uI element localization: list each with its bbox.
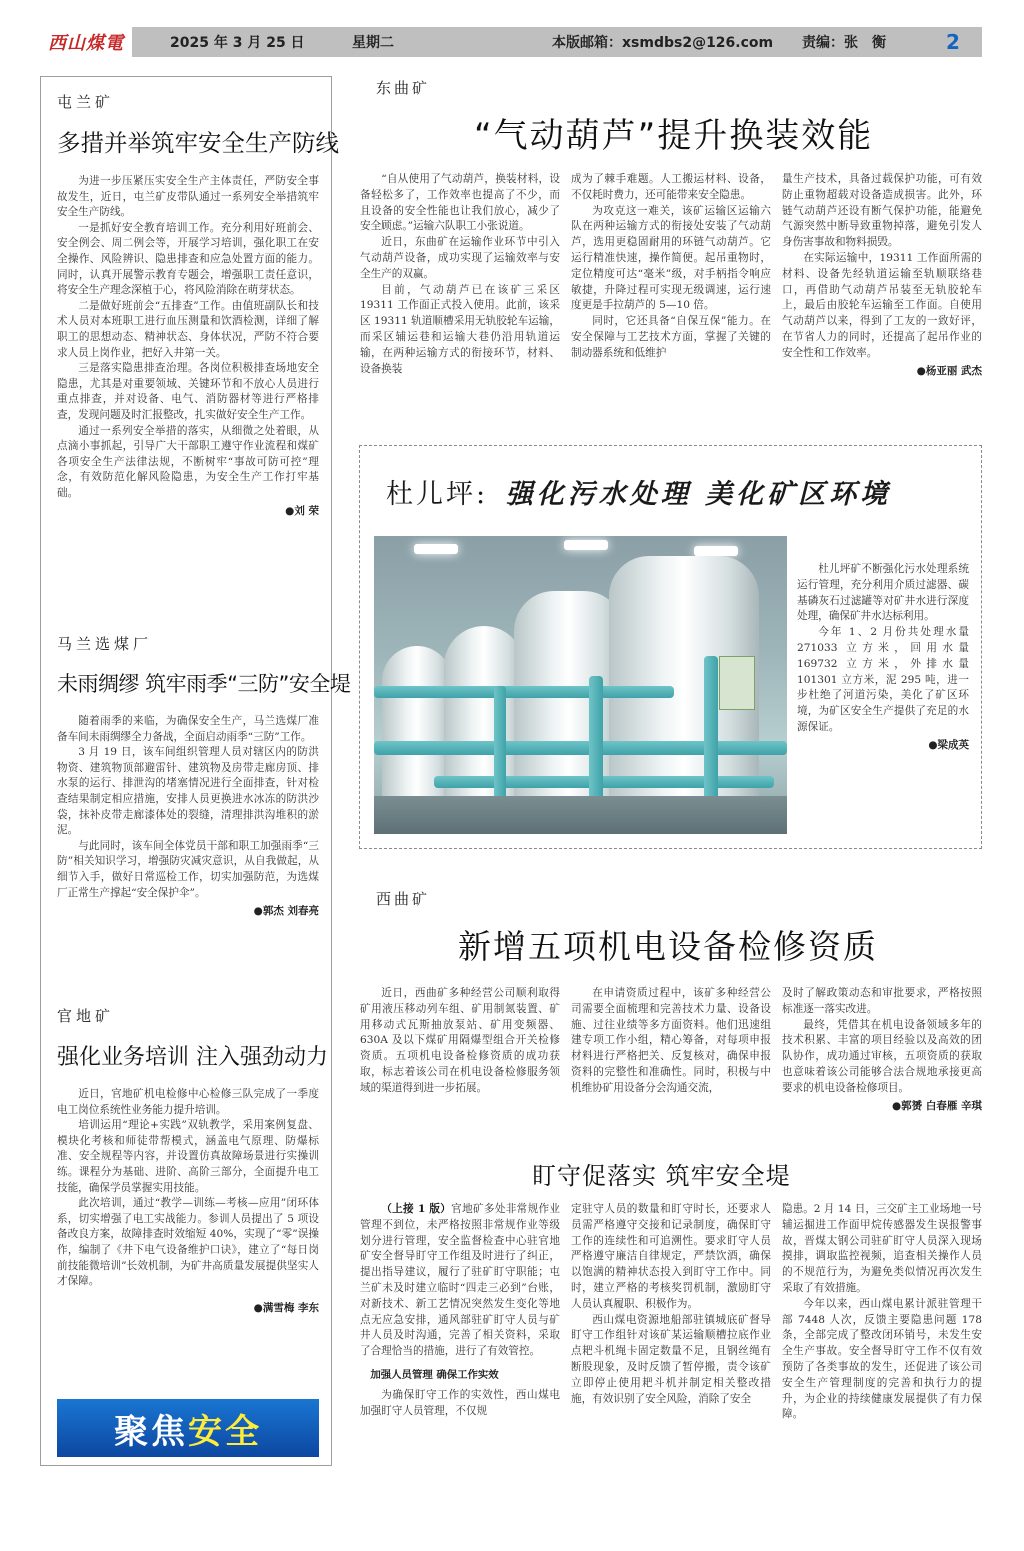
dongqu-col-1 xyxy=(360,172,560,377)
focus-safety-banner xyxy=(57,1399,319,1457)
paragraph: 最终，凭借其在机电设备领域多年的技术积累、丰富的项目经验以及高效的团队协作，成功通过审核，五项资质的获取也意味着该公司能够合法合规地承接更高要求的机电设备检修项目。 xyxy=(782,1018,982,1094)
paragraph: 培训运用“理论+实践”双轨教学，采用案例复盘、模块化考核和师徒带帮模式，涵盖电气原理、防爆标准、安全规程等内容，并设置仿真故障场景进行实操训练。课程分为基础、进阶、高阶三部分，全面提升电工技能，确保学员掌握实用技能。 xyxy=(57,1119,319,1194)
paragraph: 今年以来，西山煤电累计派驻管理干部 7448 人次，反馈主要隐患问题 178 条，全部完成了整改闭环销号，未发生安全生产事故。安全督导盯守工作不仅有效预防了各类事故的发生，还促进了该公司安全生产管理制度的完善和执行力的提升，为企业的持续健康发展提供了有力保障。 xyxy=(782,1297,982,1421)
article-kicker: 马兰选煤厂 xyxy=(57,635,153,653)
paragraph: 为攻克这一难关，该矿运输区运输六队在两种运输方式的衔接处安装了气动葫芦，选用更稳固耐用的环链气动葫芦。它运行精准快速，操作简便。起吊重物时，定位精度可达“毫米”级，对手柄指令响应敏捷，升降过程可实现无级调速，运行速度更是手拉葫芦的 5—10 倍。 xyxy=(571,204,771,312)
title-name: 杜儿坪 xyxy=(386,479,476,510)
ceiling-light-icon xyxy=(564,540,608,550)
xiqu-col-3 xyxy=(782,986,982,1114)
page-email: 本版邮箱：xsmdbs2@126.com xyxy=(552,35,774,51)
paragraph: 三是落实隐患排查治理。各岗位积极排查场地安全隐患，尤其是对重要领域、关键环节和不放心人员进行重点排查，并对设备、电气、消防器材等进行严格排查，发现问题及时汇报整改，扎实做好安全生产工作。 xyxy=(57,362,319,421)
article-title xyxy=(386,472,891,511)
xiqu-kicker: 西曲矿 xyxy=(376,890,431,908)
dongqu-kicker: 东曲矿 xyxy=(376,79,431,97)
paragraph: 同时，它还具备“自保互保”能力。在安全保障与工艺技术方面，掌握了关键的制动器系统和低维护 xyxy=(571,315,771,359)
article-title: 强化业务培训 注入强劲动力 xyxy=(57,1045,328,1070)
title-subtitle: 强化污水处理 美化矿区环境 xyxy=(505,479,892,510)
pipe-icon xyxy=(494,686,506,806)
page-number: 2 xyxy=(946,30,960,54)
article-body xyxy=(57,714,319,918)
paragraph: 西山煤电资源地船部驻镇城底矿督导盯守工作组针对该矿某运输顺槽拉底作业点耙斗机绳卡固定数量不足，且钢丝绳有断股现象，及时反馈了暂停搬，责令该矿立即停止使用耙斗机并制定相关整改措施，有效识别了安全风险，消除了安全 xyxy=(571,1313,771,1405)
water-treatment-photo xyxy=(374,536,787,834)
malan-article xyxy=(57,633,351,918)
dingshou-col-3 xyxy=(782,1202,982,1423)
guandi-article xyxy=(57,1005,328,1315)
paragraph: 此次培训，通过“教学—训练—考核—应用”闭环体系，切实增强了电工实战能力。参训人员提出了 5 项设备改良方案，故障排查时效缩短 40%，实现了“零”误操作，编制了《井下电气设备维护口诀》，建立了“每日岗前技能微培训”长效机制，为矿井高质量发展提供坚实人才保障。 xyxy=(57,1197,319,1288)
article-title: 多措并举筑牢安全生产防线 xyxy=(57,129,339,157)
paragraph: 为确保盯守工作的实效性，西山煤电加强盯守人员管理，不仅规 xyxy=(360,1388,560,1417)
byline: ●梁成英 xyxy=(928,738,969,751)
paragraph: 量生产技术，具备过载保护功能，可有效防止重物超载对设备造成损害。此外，环链气动葫芦还设有断气保护功能，能避免气源突然中断导致重物掉落，避免引发人身伤害事故和物料损毁。 xyxy=(782,173,982,249)
xiqu-col-1 xyxy=(360,986,560,1097)
article-body xyxy=(57,1087,319,1315)
banner-word-focus: 聚焦 xyxy=(114,1411,188,1452)
paragraph: 成为了棘手难题。人工搬运材料、设备，不仅耗时费力，还可能带来安全隐患。 xyxy=(571,173,771,201)
pipe-icon xyxy=(374,686,674,698)
duerping-article xyxy=(359,445,982,849)
left-column xyxy=(40,76,351,1466)
pipe-icon xyxy=(589,676,603,816)
paragraph: “自从使用了气动葫芦，换装材料，设备轻松多了，工作效率也提高了不少，而且设备的安全性能也让我们放心，减少了安全顾虑。”运输六队职工小张说道。 xyxy=(360,173,560,233)
xiqu-title: 新增五项机电设备检修资质 xyxy=(458,927,878,966)
issue-date: 2025 年 3 月 25 日 xyxy=(170,35,305,51)
paragraph-text: 官地矿多处非常规作业管理不到位，未严格按照非常规作业等级划分进行管理，安全监督检查中心驻官地矿安全督导盯守工作组及时进行了纠正，提出指导建议，履行了驻矿盯守职能；屯兰矿未及时建立临时“四走三必到”台账，对新技术、新工艺情况突然发生变化等地点无应急安排，通风部驻矿盯守人员与矿井人员及时沟通，完善了相关资料，采取了合理恰当的措施，进行了有效管控。 xyxy=(360,1203,561,1358)
dingshou-col-2 xyxy=(571,1202,771,1407)
byline: ●满雪梅 李东 xyxy=(253,1301,319,1314)
ceiling-light-icon xyxy=(694,546,738,556)
dongqu-title: “气动葫芦”提升换装效能 xyxy=(474,116,874,156)
paragraph: 为进一步压紧压实安全生产主体责任，严防安全事故发生，近日，屯兰矿皮带队通过一系列安全举措筑牢安全生产防线。 xyxy=(57,175,319,219)
page-editor: 责编：张 衡 xyxy=(802,35,886,51)
byline: ●杨亚丽 武杰 xyxy=(916,364,982,377)
article-kicker: 官地矿 xyxy=(57,1007,115,1025)
dingshou-title: 盯守促落实 筑牢安全堤 xyxy=(532,1162,791,1190)
title-colon: : xyxy=(476,479,492,510)
paragraph: 3 月 19 日，该车间组织管理人员对辖区内的防洪物资、建筑物顶部避雷针、建筑物及房带走廊房顶、排水泵的运行、排泄沟的堵塞情况进行全面排查，针对检查结果制定相应措施，安排人员更换进水冰冻的防洪沙袋，抹补皮带走廊漆体处的裂缝，清理排洪沟堆积的淤泥。 xyxy=(57,746,319,837)
paragraph: 在实际运输中，19311 工作面所需的材料、设备先经轨道运输至轨顺联络巷口，再借助气动葫芦吊装至无轨胶轮车上，最后由胶轮车运输至工作面。自使用气动葫芦以来，得到了工友的一致好评，在节省人力的同时，还提高了起吊作业的安全性和工作效率。 xyxy=(782,251,982,359)
paragraph: 与此同时，该车间全体党员干部和职工加强雨季“三防”相关知识学习，增强防灾减灾意识，从自我做起，从细节入手，做好日常巡检工作，切实加强防范，为选煤厂正常生产撑起“安全保护伞”。 xyxy=(57,839,319,899)
continued-from-label: （上接 1 版） xyxy=(381,1203,452,1215)
floor xyxy=(374,796,787,834)
article-title: 未雨绸缪 筑牢雨季“三防”安全堤 xyxy=(57,672,351,696)
equipment-plate-icon xyxy=(719,656,755,710)
pipe-icon xyxy=(704,656,718,816)
dongqu-col-2 xyxy=(571,172,771,362)
article-kicker: 屯兰矿 xyxy=(57,93,115,111)
paragraph: 近日，官地矿机电检修中心检修三队完成了一季度电工岗位系统性业务能力提升培训。 xyxy=(57,1088,319,1116)
dongqu-col-3 xyxy=(782,172,982,379)
ceiling-light-icon xyxy=(414,544,458,554)
paragraph: 二是做好班前会“五排查”工作。由值班副队长和技术人员对本班职工进行血压测量和饮酒检测，详细了解职工的思想动态、精神状态、身体状况，严防不符合要求人员上岗作业，把好入井第一关。 xyxy=(57,299,319,359)
paragraph: 近日，东曲矿在运输作业环节中引入气动葫芦设备，成功实现了运输效率与安全生产的双赢。 xyxy=(360,236,560,280)
newspaper-logo xyxy=(40,27,132,57)
paragraph: 及时了解政策动态和审批要求，严格按照标准逐一落实改进。 xyxy=(782,987,982,1015)
banner-word-safety: 安全 xyxy=(188,1411,262,1452)
byline: ●刘 荣 xyxy=(285,505,319,518)
paragraph: 杜儿坪矿不断强化污水处理系统运行管理，充分利用介质过滤器、碳基磷灰石过滤罐等对矿井水进行深度处理，确保矿井水达标利用。 xyxy=(797,563,969,623)
byline: ●郭赟 白春雁 辛琪 xyxy=(892,1099,982,1112)
logo-text: 西山煤電 xyxy=(48,33,124,54)
tunlan-article xyxy=(57,91,339,518)
byline: ●郭杰 刘春亮 xyxy=(253,905,319,918)
article-body xyxy=(797,562,969,754)
paragraph: 通过一系列安全举措的落实，从细微之处着眼，从点滴小事抓起，引导广大干部职工遵守作业流程和煤矿各项安全生产法律法规，不断树牢“事故可防可控”理念，有效防范化解风险隐患，为安全生产工作打牢基础。 xyxy=(57,424,319,499)
pipe-icon xyxy=(434,776,774,788)
pipe-icon xyxy=(374,741,787,755)
paragraph: 今年 1、2 月份共处理水量 271033 立方米，回用水量 169732 立方米，外排水量 101301 立方米，泥 295 吨，进一步杜绝了河道污染，美化了矿区环境，为矿区安全生产提供了充足的水源保证。 xyxy=(797,626,969,733)
paragraph xyxy=(360,1202,560,1360)
masthead xyxy=(40,27,982,57)
paragraph: 隐患。2 月 14 日，三交矿主工业场地一号辅运掘进工作面甲烷传感器发生误报警事故，晋煤太钢公司驻矿盯守人员深入现场摸排，调取监控视频，追查相关操作人员的不规范行为，为避免类似情况再次发生采取了有效措施。 xyxy=(782,1203,982,1294)
xiqu-col-2 xyxy=(571,986,771,1097)
issue-weekday: 星期二 xyxy=(352,35,394,51)
paragraph: 一是抓好安全教育培训工作。充分利用好班前会、安全例会、周二例会等，开展学习培训，强化职工在安全操作、风险辨识、隐患排查和应急处置方面的能力。同时，认真开展警示教育专题会，增强职工责任意识，将安全生产理念深植于心，将风险消除在萌芽状态。 xyxy=(57,221,319,297)
paragraph: 目前，气动葫芦已在该矿三采区 19311 工作面正式投入使用。此前，该采区 19311 轨道顺槽采用无轨胶轮车运输，而采区辅运巷和运输大巷仍沿用轨道运输，在两种运输方式的衔接环节，材料、设备换装 xyxy=(360,283,560,375)
paragraph: 定驻守人员的数量和盯守时长，还要求人员需严格遵守交接和记录制度，确保盯守工作的连续性和可追溯性。要求盯守人员严格遵守廉洁自律规定，严禁饮酒，确保以饱满的精神状态投入到盯守工作中。同时，建立严格的考核奖罚机制，激励盯守人员认真履职、积极作为。 xyxy=(571,1203,771,1310)
paragraph: 在申请资质过程中，该矿多种经营公司需要全面梳理和完善技术力量、设备设施、过往业绩等多方面资料。他们迅速组建专项工作小组，精心筹备，对每项申报材料进行严格把关、反复核对，确保申报资料的完整性和准确性。同时，积极与中机维协矿用设备分会沟通交流， xyxy=(571,987,771,1094)
paragraph: 随着雨季的来临，为确保安全生产，马兰选煤厂准备车间未雨绸缪全力备战，全面启动雨季“三防”工作。 xyxy=(57,715,319,743)
sub-heading: 加强人员管理 确保工作实效 xyxy=(370,1368,499,1381)
paragraph: 近日，西曲矿多种经营公司顺利取得矿用液压移动列车组、矿用制氮装置、矿用移动式瓦斯抽放泵站、矿用变频器、630A 及以下煤矿用隔爆型组合开关检修资质。五项机电设备检修资质的成功获取，标志着该公司在机电设备检修服务领域的渠道得到进一步拓展。 xyxy=(360,987,560,1094)
article-body xyxy=(57,174,319,518)
dingshou-col-1 xyxy=(360,1202,560,1419)
